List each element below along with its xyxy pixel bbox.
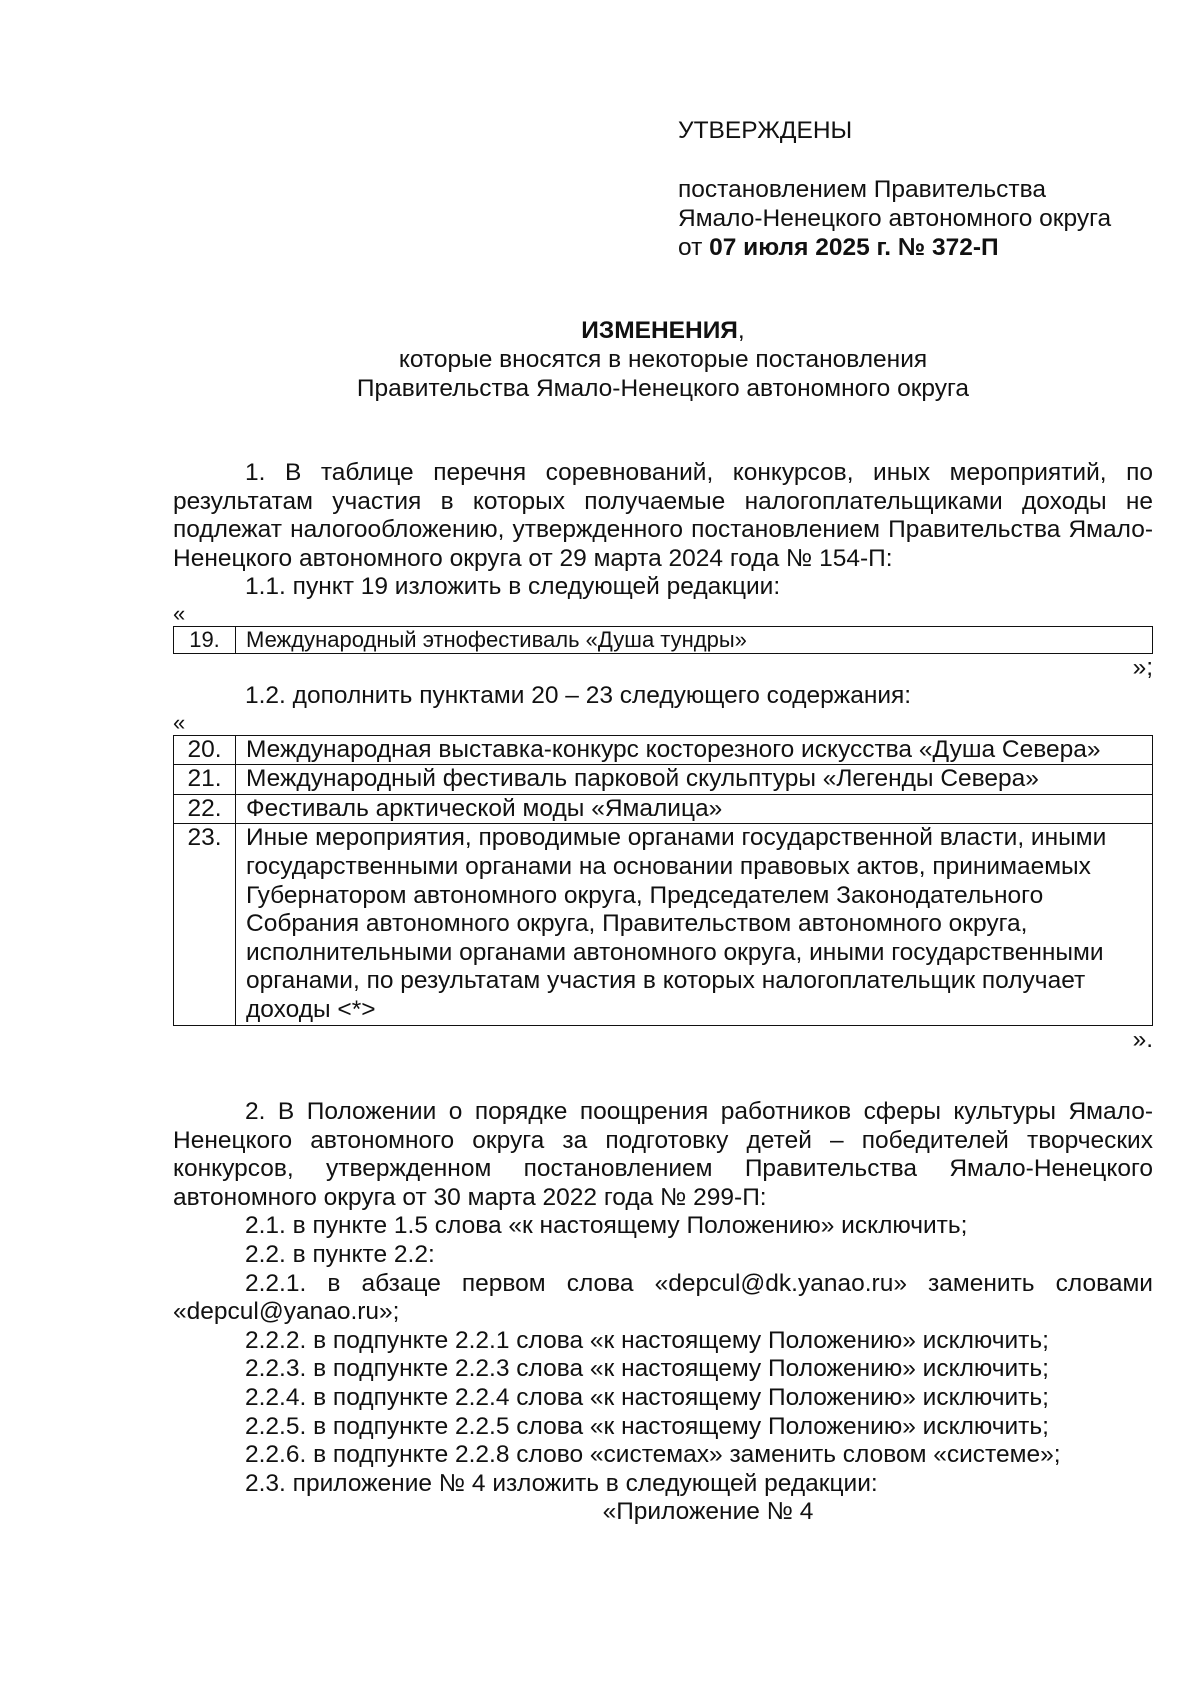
quote-open-2: « <box>173 709 186 735</box>
row-number: 22. <box>174 794 236 824</box>
section-2 <box>173 1098 1153 1527</box>
appendix-heading: «Приложение № 4 <box>602 1498 814 1526</box>
quote-close-1: »; <box>1132 653 1153 681</box>
item-2-2-5: 2.2.5. в подпункте 2.2.5 слова «к настоящему Положению» исключить; <box>245 1412 1049 1440</box>
document-title <box>173 316 1153 403</box>
table-items-20-23 <box>173 735 1153 1026</box>
item-2-2-1: 2.2.1. в абзаце первом слова «depcul@dk.yanao.ru» заменить словами «depcul@yanao.ru»; <box>173 1269 1153 1326</box>
approval-block <box>678 116 1178 262</box>
section2-intro: 2. В Положении о порядке поощрения работников сферы культуры Ямало-Ненецкого автономного округа за подготовку детей – победителей творческих конкурсов, утвержденном постановлением Правительства Ямало-Ненецкого автономного округа от 30 марта 2022 года № 299-П: <box>173 1098 1153 1211</box>
row-text: Фестиваль арктической моды «Ямалица» <box>236 794 1153 824</box>
table-row <box>174 824 1153 1025</box>
row-number: 20. <box>174 735 236 765</box>
item-2-1: 2.1. в пункте 1.5 слова «к настоящему Положению» исключить; <box>245 1212 968 1240</box>
approval-date-number: 07 июля 2025 г. № 372-П <box>709 234 999 261</box>
item-2-2-6: 2.2.6. в подпункте 2.2.8 слово «системах» заменить словом «системе»; <box>245 1441 1061 1469</box>
approval-line-2: Ямало-Ненецкого автономного округа <box>678 205 1112 232</box>
table-row <box>174 794 1153 824</box>
title-main: ИЗМЕНЕНИЯ <box>581 317 738 344</box>
item-2-2: 2.2. в пункте 2.2: <box>245 1240 435 1268</box>
approval-date-prefix: от <box>678 234 710 261</box>
row-text: Иные мероприятия, проводимые органами государственной власти, иными государственными органами на основании правовых актов, принимаемых Губернатором автономного округа, Председателем Законодательного Собрания автономного округа, Правительством автономного округа, исполнительными органами автономного округа, иными государственными органами, по результатам участия в которых налогоплательщик получает доходы <*> <box>236 824 1153 1025</box>
item-2-2-4: 2.2.4. в подпункте 2.2.4 слова «к настоящему Положению» исключить; <box>245 1383 1049 1411</box>
quote-open-1: « <box>173 600 186 626</box>
section1-intro: 1. В таблице перечня соревнований, конкурсов, иных мероприятий, по результатам участия в которых получаемые налогоплательщиками доходы не подлежат налогообложению, утвержденного постановлением Правительства Ямало-Ненецкого автономного округа от 29 марта 2024 года № 154-П: <box>173 459 1153 572</box>
table-item-19 <box>173 626 1153 654</box>
item-1-2: 1.2. дополнить пунктами 20 – 23 следующего содержания: <box>245 681 912 709</box>
item-2-2-2: 2.2.2. в подпункте 2.2.1 слова «к настоящему Положению» исключить; <box>245 1326 1049 1354</box>
approval-line-1: постановлением Правительства <box>678 176 1046 203</box>
quote-close-2: ». <box>1132 1025 1153 1053</box>
table-row <box>174 626 1153 653</box>
approval-date <box>678 233 1178 262</box>
table-row <box>174 765 1153 795</box>
row-text: Международная выставка-конкурс косторезного искусства «Душа Севера» <box>236 735 1153 765</box>
title-sub-1: которые вносятся в некоторые постановления <box>398 346 928 373</box>
row-text: Международный этнофестиваль «Душа тундры» <box>236 626 1153 653</box>
title-main-line <box>173 316 1153 345</box>
table-row <box>174 735 1153 765</box>
title-sub-2: Правительства Ямало-Ненецкого автономного округа <box>356 375 970 402</box>
row-text: Международный фестиваль парковой скульптуры «Легенды Севера» <box>236 765 1153 795</box>
section-1 <box>173 459 1153 1054</box>
item-1-1: 1.1. пункт 19 изложить в следующей редакции: <box>245 573 781 601</box>
row-number: 21. <box>174 765 236 795</box>
item-2-2-3: 2.2.3. в подпункте 2.2.3 слова «к настоящему Положению» исключить; <box>245 1355 1049 1383</box>
title-main-suffix: , <box>737 317 745 344</box>
approval-title: УТВЕРЖДЕНЫ <box>678 117 853 144</box>
row-number: 19. <box>174 626 236 653</box>
row-number: 23. <box>174 824 236 1025</box>
item-2-3: 2.3. приложение № 4 изложить в следующей редакции: <box>245 1469 878 1497</box>
